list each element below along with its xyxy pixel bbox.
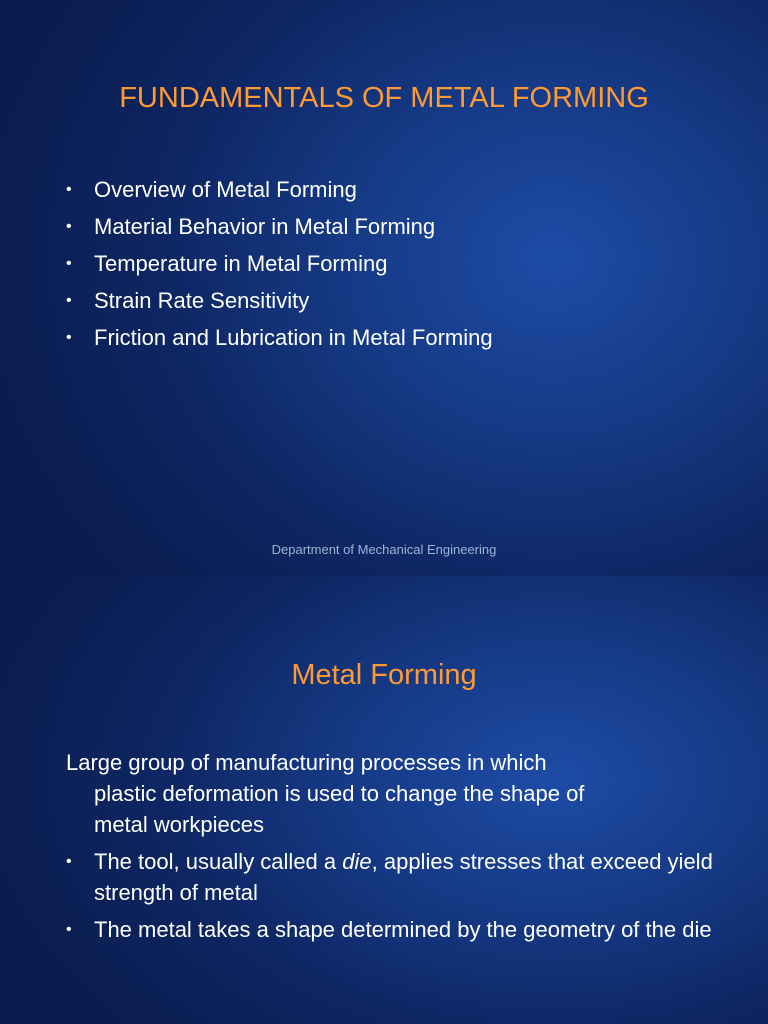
bullet-marker: •	[66, 255, 72, 272]
intro-line: Large group of manufacturing processes in which	[66, 750, 547, 775]
list-item-text: Overview of Metal Forming	[94, 177, 357, 202]
list-item-text: The metal takes a shape determined by the geometry of the die	[94, 917, 712, 942]
list-item-text: Friction and Lubrication in Metal Forming	[94, 325, 493, 350]
bullet-list	[66, 171, 493, 356]
slide-metal-forming	[0, 576, 768, 1024]
bullet-marker: •	[66, 921, 72, 938]
list-item	[66, 245, 493, 282]
list-item	[66, 914, 726, 945]
bullet-marker: •	[66, 181, 72, 198]
intro-line: plastic deformation is used to change the shape of	[94, 781, 585, 806]
list-item-text: Temperature in Metal Forming	[94, 251, 388, 276]
list-item-text: Material Behavior in Metal Forming	[94, 214, 436, 239]
list-item-text-before: The tool, usually called a	[94, 849, 343, 874]
slide-title: FUNDAMENTALS OF METAL FORMING	[119, 82, 649, 114]
list-item	[66, 208, 493, 245]
list-item	[66, 846, 726, 908]
bullet-marker: •	[66, 292, 72, 309]
intro-paragraph	[66, 747, 726, 840]
list-item-text-after: , applies stresses that exceed yield strength of metal	[94, 849, 713, 905]
bullet-marker: •	[66, 853, 72, 870]
bullet-list	[66, 846, 726, 951]
list-item	[66, 282, 493, 319]
list-item	[66, 171, 493, 208]
emphasized-term: die	[342, 849, 372, 874]
list-item	[66, 319, 493, 356]
bullet-marker: •	[66, 329, 72, 346]
slide-footer: Department of Mechanical Engineering	[271, 542, 497, 557]
intro-line: metal workpieces	[94, 812, 264, 837]
list-item-text: Strain Rate Sensitivity	[94, 288, 310, 313]
bullet-marker: •	[66, 218, 72, 235]
slide-title: Metal Forming	[291, 659, 477, 691]
